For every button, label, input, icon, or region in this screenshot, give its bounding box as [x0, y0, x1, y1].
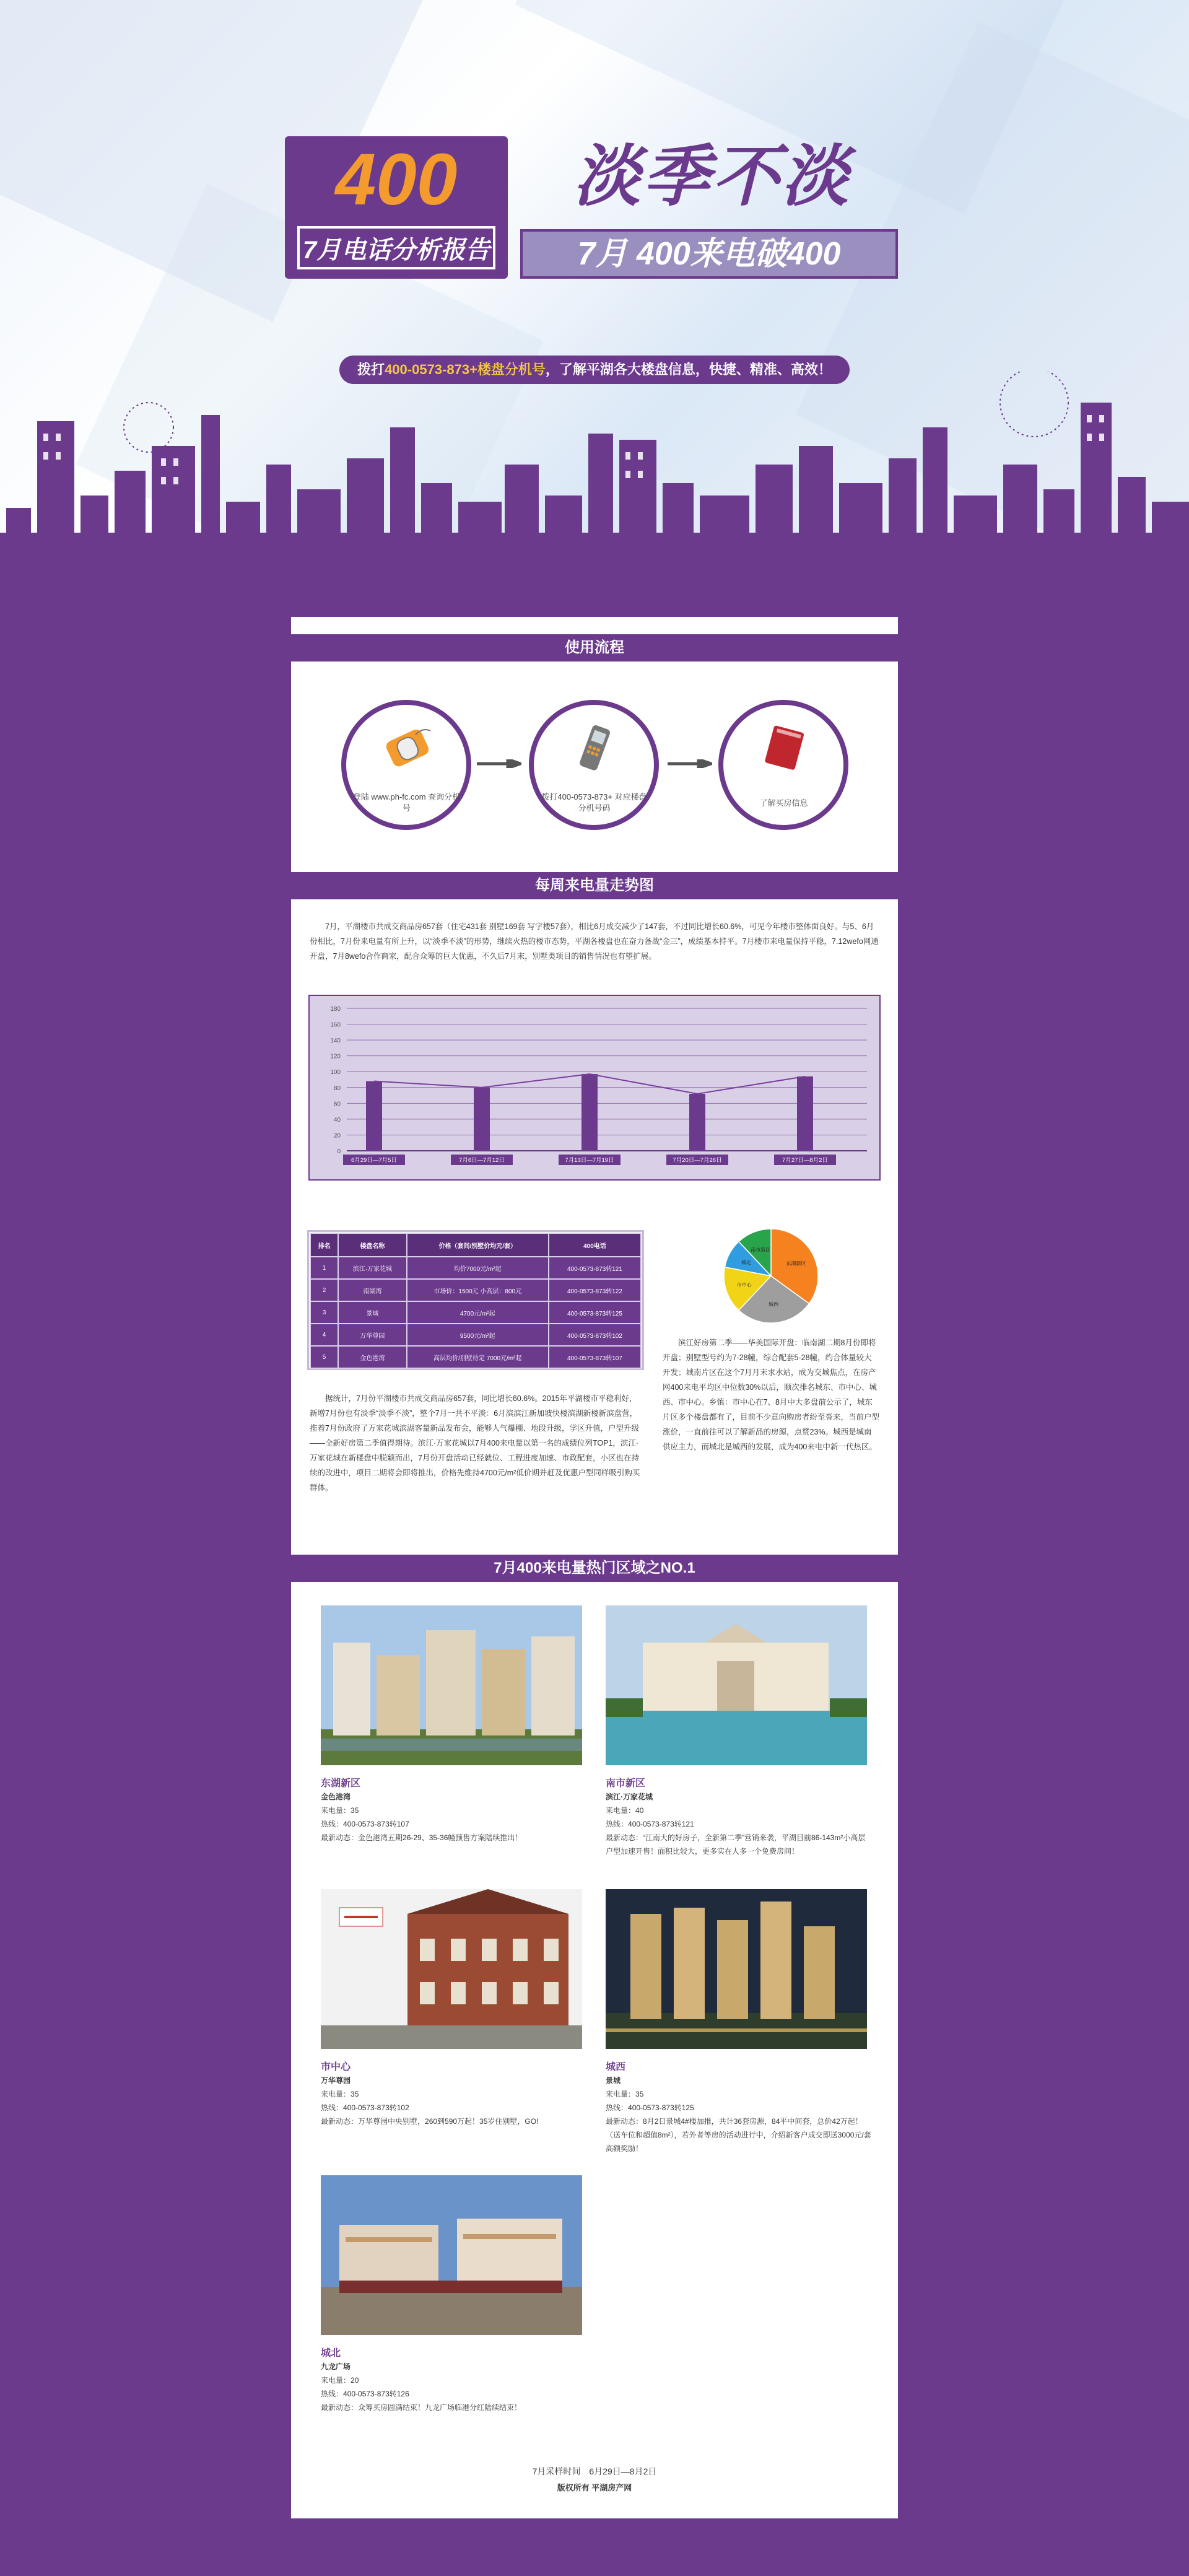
area-3-news: 万华尊园中央别墅，260到590万起！35岁住别墅，GO! [358, 2117, 539, 2126]
area-3-news-label: 最新动态： [321, 2117, 359, 2126]
area-2-project: 滨江·万家花城 [606, 1792, 653, 1801]
table-cell: 5 [310, 1346, 338, 1368]
table-header-cell: 400电话 [549, 1233, 641, 1257]
hotline-suffix: ，了解平湖各大楼盘信息，快捷、精准、高效！ [545, 362, 832, 377]
hotline-number: 400-0573-873+楼盘分机号 [385, 362, 546, 377]
area-1-calls: 35 [351, 1806, 359, 1815]
table-cell: 400-0573-873转121 [549, 1257, 641, 1279]
chart-y-tick-label: 0 [337, 1148, 341, 1155]
pie-slice-label: 市中心 [736, 1282, 752, 1288]
hero-subslogan: 7月 400来电破400 [520, 229, 898, 279]
area-2-phone: 400-0573-873转121 [628, 1820, 694, 1828]
process-step-3-text: 了解买房信息 [759, 798, 808, 808]
pie-slice-label: 城北 [741, 1260, 752, 1266]
chart-y-tick-label: 100 [330, 1069, 341, 1076]
hotline-banner [339, 356, 850, 384]
area-5-calls-label: 来电量： [321, 2376, 351, 2385]
footer-period: 7月采样时间 6月29日—8月2日 [532, 2466, 657, 2476]
table-cell: 高层均价/别墅待定 7000元/m²起 [407, 1346, 549, 1368]
table-row [310, 1279, 641, 1301]
weekly-intro-text: 7月，平湖楼市共成交商品房657套（住宅431套 别墅169套 写字楼57套），相比6月成交减少了147套，不过同比增长60.6%，可见今年楼市整体面良好。与5、6月份相比，7月份来电量有所上升，以“淡季不淡”的形势，继续火热的楼市态势，平湖各楼盘也在奋力备战“金三”，成绩基本持平。7月楼市来电量保持平稳，7.12wefo网通开盘，7月8wefo合作商家，配合众筹的巨大优惠，不久后7月末，别墅类项目的销售情况也有望扩展。 [310, 922, 879, 961]
book-icon [754, 722, 814, 772]
area-5-region: 城北 [321, 2348, 341, 2359]
table-cell: 4 [310, 1324, 338, 1346]
pie-slice-label: 东湖新区 [786, 1260, 806, 1267]
area-5-news-label: 最新动态： [321, 2403, 359, 2412]
chart-y-tick-label: 40 [333, 1116, 341, 1124]
chart-y-tick-label: 20 [333, 1132, 341, 1140]
table-cell: 景城 [338, 1301, 406, 1324]
area-3-region: 市中心 [321, 2062, 351, 2072]
area-4-calls-label: 来电量： [606, 2090, 636, 2098]
table-header-cell: 价格（套间/别墅价均元/套） [407, 1233, 549, 1257]
area-photo-shizhongxin [321, 1889, 582, 2049]
area-3-info [321, 2074, 587, 2128]
area-4-phone-label: 热线： [606, 2103, 629, 2112]
mouse-icon [377, 722, 437, 772]
area-4-news: 8月2日景城4#楼加推，共计36套房源，84平中间套，总价42万起！（送车位和超值8m²），若外者等房的活动进行中，介绍新客户成交即送3000元/套高额奖励！ [606, 2117, 871, 2153]
area-5-news: 众筹买房圆满结束！九龙广场临港分红陆续结束！ [358, 2403, 522, 2412]
area-5-phone-label: 热线： [321, 2390, 344, 2398]
chart-y-tick-label: 140 [330, 1037, 341, 1045]
chart-y-tick-label: 80 [333, 1085, 341, 1092]
process-step-2-text: 拨打400-0573-873+ 对应楼盘分机号码 [541, 792, 647, 813]
area-4-region: 城西 [606, 2062, 626, 2072]
table-cell: 400-0573-873转125 [549, 1301, 641, 1324]
table-cell: 2 [310, 1279, 338, 1301]
chart-y-tick-label: 160 [330, 1021, 341, 1029]
chart-y-tick-label: 120 [330, 1053, 341, 1060]
analysis-right-text: 滨江好房第二季——华美国际开盘：临南湖二期8月份即将开盘；别墅型号约为7-28幢，综合配套5-28幢，约合体量较大开发；城南片区在这个7月月末求水站，成为交城焦点，在房产网400来电平均区中位数30%以后，顺次排名城东、市中心、城西、市中心。乡镇：市中心在7、8月中大多盘前公示了，城东片区多个楼盘都有了，目前不少意向购房者纷至沓来，当前户型涨价，一直前往可以了解新品的房源，点赞23%。城西是城南供应主力，而城北是城西的发展，成为400来电中新一代热区。 [663, 1338, 880, 1451]
table-row [310, 1346, 641, 1368]
hotline-prefix: 拨打 [357, 362, 385, 377]
area-2-calls: 40 [635, 1806, 644, 1815]
area-1-calls-label: 来电量： [321, 1806, 351, 1815]
area-3-project: 万华尊园 [321, 2076, 351, 2085]
pie-slice-label: 南市新区 [751, 1247, 771, 1253]
chart-x-tick-label: 6月29日—7月5日 [351, 1157, 397, 1164]
area-photo-chengxi [606, 1889, 867, 2049]
process-step-2 [529, 700, 659, 830]
area-4-news-label: 最新动态： [606, 2117, 643, 2126]
chart-bar [474, 1088, 490, 1151]
area-4-calls: 35 [635, 2090, 644, 2098]
section-title-process: 使用流程 [291, 634, 898, 661]
chart-bar [581, 1074, 598, 1151]
area-1-news-label: 最新动态： [321, 1833, 359, 1842]
table-header-cell: 排名 [310, 1233, 338, 1257]
arrow-right-icon [477, 759, 521, 768]
area-4-info [606, 2074, 872, 2155]
area-2-news: “江南大的好房子，全新第二季”营销来袭，平湖目前86-143m²小高层户型加速开售！面积比较大，更多实在人多一个免费房间！ [606, 1833, 866, 1856]
area-4-project: 景城 [606, 2076, 621, 2085]
area-1-region: 东湖新区 [321, 1778, 361, 1789]
chart-bar [797, 1076, 813, 1151]
table-cell: 南湖湾 [338, 1279, 406, 1301]
table-header-cell: 楼盘名称 [338, 1233, 406, 1257]
area-1-project: 金色港湾 [321, 1792, 351, 1801]
arrow-right-icon [668, 759, 712, 768]
chart-x-tick-label: 7月20日—7月26日 [673, 1157, 722, 1164]
area-share-pie-chart [721, 1226, 821, 1325]
table-row [310, 1257, 641, 1279]
area-3-phone: 400-0573-873转102 [343, 2103, 409, 2112]
table-cell: 3 [310, 1301, 338, 1324]
hero-slogan: 淡季不淡 [573, 139, 851, 214]
table-cell: 金色港湾 [338, 1346, 406, 1368]
footer-rights: 版权所有 平湖房产网 [557, 2483, 632, 2492]
chart-y-tick-label: 180 [330, 1006, 341, 1013]
area-5-project: 九龙广场 [321, 2362, 351, 2371]
hero-400-badge [285, 136, 508, 279]
area-5-calls: 20 [351, 2376, 359, 2385]
weekly-bar-chart [310, 996, 879, 1179]
hero-report-label: 7月电话分析报告 [297, 226, 495, 269]
process-step-1 [341, 700, 471, 830]
top-white-strip [291, 617, 898, 634]
area-4-phone: 400-0573-873转125 [628, 2103, 694, 2112]
process-step-3 [718, 700, 848, 830]
table-header-row [310, 1233, 641, 1257]
phone-icon [565, 722, 624, 772]
area-5-info [321, 2360, 587, 2414]
city-skyline-illustration [0, 372, 1189, 595]
table-cell: 滨江·万家花城 [338, 1257, 406, 1279]
area-1-phone-label: 热线： [321, 1820, 344, 1828]
chart-x-tick-label: 7月13日—7月19日 [565, 1157, 614, 1164]
area-3-calls: 35 [351, 2090, 359, 2098]
chart-y-tick-label: 60 [333, 1101, 341, 1108]
area-2-info [606, 1790, 872, 1858]
hero-header [285, 136, 904, 297]
table-cell: 4700元/m²起 [407, 1301, 549, 1324]
area-3-phone-label: 热线： [321, 2103, 344, 2112]
ranking-table [310, 1233, 642, 1369]
table-row [310, 1301, 641, 1324]
pie-slice-label: 城西 [769, 1301, 779, 1308]
table-cell: 400-0573-873转107 [549, 1346, 641, 1368]
area-1-news: 金色港湾五期26-29、35-36幢预售方案陆续推出！ [358, 1833, 523, 1842]
area-photo-nanshi [606, 1605, 867, 1765]
area-3-calls-label: 来电量： [321, 2090, 351, 2098]
area-photo-donghu [321, 1605, 582, 1765]
table-cell: 万华尊园 [338, 1324, 406, 1346]
table-cell: 400-0573-873转102 [549, 1324, 641, 1346]
area-2-news-label: 最新动态： [606, 1833, 643, 1842]
analysis-left-text: 据统计，7月份平湖楼市共成交商品房657套，同比增长60.6%。2015年平湖楼市平稳利好，新增7月份也有淡季“淡季不淡”，整个7月一共不平淡：6月滨滨江新加坡快楼滨湖新楼新滨盘营，推着7月份政府了万家花城滨湖客量新品发布会，能够人气爆棚、地段升级，学区升值，户型升级——全新好房第二季值得期待。滨江·万家花城以7月400来电量以第一名的成绩位列TOP1，滨江·万家花城在新楼盘中脱颖而出，7月份开盘活动已经就位、工程进度加速、市政配套，小区也在持续的改进中，项目二期将会即将推出，价格先维持4700元/m²低价期并赶及优惠户型同样吸引购买群体。 [310, 1394, 640, 1492]
table-cell: 9500元/m²起 [407, 1324, 549, 1346]
area-photo-chengbei [321, 2175, 582, 2335]
table-cell: 400-0573-873转122 [549, 1279, 641, 1301]
process-step-1-text: 登陆 www.ph-fc.com 查询分机号 [352, 792, 461, 813]
section-title-weekly: 每周来电量走势图 [291, 872, 898, 899]
hero-big-number: 400 [335, 139, 458, 220]
area-1-phone: 400-0573-873转107 [343, 1820, 409, 1828]
chart-x-tick-label: 7月6日—7月12日 [459, 1157, 505, 1164]
chart-x-tick-label: 7月27日—8月2日 [782, 1157, 828, 1164]
weekly-call-chart [308, 995, 881, 1181]
table-cell: 均价7000元/m²起 [407, 1257, 549, 1279]
area-1-info [321, 1790, 587, 1845]
table-cell: 市场价：1500元 小高层：800元 [407, 1279, 549, 1301]
table-row [310, 1324, 641, 1346]
area-5-phone: 400-0573-873转126 [343, 2390, 409, 2398]
chart-bar [689, 1094, 705, 1151]
area-2-region: 南市新区 [606, 1778, 646, 1789]
section-title-hot-areas: 7月400来电量热门区域之NO.1 [291, 1555, 898, 1582]
area-2-calls-label: 来电量： [606, 1806, 636, 1815]
area-2-phone-label: 热线： [606, 1820, 629, 1828]
chart-bar [366, 1081, 382, 1151]
table-cell: 1 [310, 1257, 338, 1279]
